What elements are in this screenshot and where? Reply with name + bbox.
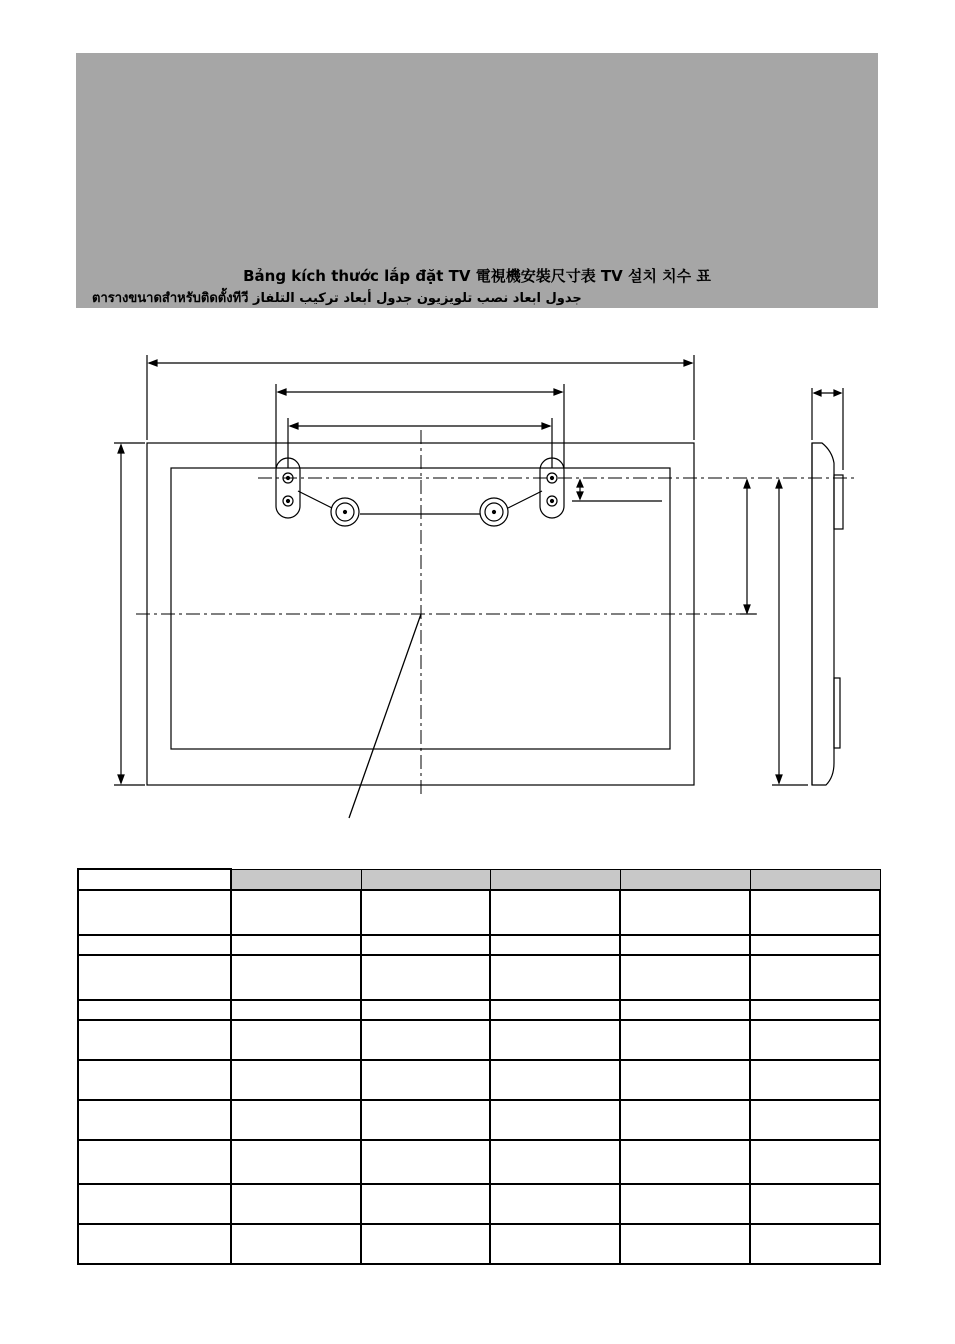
table-cell (620, 890, 750, 935)
table-cell (490, 1020, 620, 1060)
table-cell (750, 1060, 880, 1100)
table-row (78, 955, 880, 1000)
table-cell (490, 955, 620, 1000)
table-header-cell (490, 869, 620, 890)
table-cell (750, 1224, 880, 1264)
table-cell (490, 890, 620, 935)
table-header-cell (750, 869, 880, 890)
table-cell (490, 1140, 620, 1184)
table-cell (78, 1140, 231, 1184)
table-cell (750, 1000, 880, 1020)
table-cell (750, 955, 880, 1000)
table-cell (490, 1000, 620, 1020)
table-row (78, 890, 880, 935)
table-cell (78, 955, 231, 1000)
table-cell (490, 1184, 620, 1224)
table-cell (361, 1100, 490, 1140)
table-cell (231, 1224, 361, 1264)
table-row (78, 1020, 880, 1060)
table-cell (78, 935, 231, 955)
table-cell (361, 955, 490, 1000)
table-cell (231, 1140, 361, 1184)
table-cell (490, 935, 620, 955)
table-cell (361, 1184, 490, 1224)
table-cell (750, 1100, 880, 1140)
table-row (78, 1100, 880, 1140)
table-cell (620, 1060, 750, 1100)
table-cell (231, 890, 361, 935)
table-cell (78, 1100, 231, 1140)
table-cell (78, 1000, 231, 1020)
table-cell (78, 1060, 231, 1100)
table-cell (231, 1020, 361, 1060)
table-row (78, 1224, 880, 1264)
table-row (78, 935, 880, 955)
table-cell (750, 1020, 880, 1060)
title-banner (76, 53, 878, 308)
table-cell (750, 890, 880, 935)
table-cell (620, 935, 750, 955)
table-cell (78, 1020, 231, 1060)
table-cell (231, 1184, 361, 1224)
table-cell (750, 1184, 880, 1224)
table-cell (490, 1060, 620, 1100)
table-header-row (78, 869, 880, 890)
table-cell (361, 1000, 490, 1020)
table-cell (750, 1140, 880, 1184)
table-row (78, 1184, 880, 1224)
table-cell (78, 1184, 231, 1224)
dimension-table (77, 868, 881, 1265)
table-row (78, 1000, 880, 1020)
page-title: Bảng kích thước lắp đặt TV 電視機安裝尺寸表 TV 설치 치수 표 (243, 267, 711, 285)
table-row (78, 1060, 880, 1100)
table-cell (361, 1224, 490, 1264)
table-row (78, 1140, 880, 1184)
table-header-cell (231, 869, 361, 890)
table-cell (620, 1184, 750, 1224)
table-cell (231, 1100, 361, 1140)
table-cell (620, 1020, 750, 1060)
table-cell (361, 1060, 490, 1100)
table-cell (361, 935, 490, 955)
table-cell (231, 1000, 361, 1020)
table-cell (620, 1224, 750, 1264)
table-cell (490, 1100, 620, 1140)
table-cell (750, 935, 880, 955)
table-cell (620, 1100, 750, 1140)
table-cell (78, 890, 231, 935)
table-cell (361, 1140, 490, 1184)
table-cell (231, 1060, 361, 1100)
table-cell (620, 1000, 750, 1020)
table-cell (620, 1140, 750, 1184)
tv-side-view (812, 443, 834, 785)
table-cell (490, 1224, 620, 1264)
table-cell (231, 955, 361, 1000)
table-cell (361, 1020, 490, 1060)
center-leader-line (349, 614, 421, 818)
table-cell (620, 955, 750, 1000)
table-cell (78, 1224, 231, 1264)
table-cell (231, 935, 361, 955)
page-subtitle: ตารางขนาดสำหรับติดตั้งทีวี جدول ابعاد نصب تلویزیون جدول أبعاد تركيب التلفاز (92, 291, 582, 306)
tv-dimension-drawing (0, 330, 955, 830)
table-header-cell (361, 869, 490, 890)
table-cell (361, 890, 490, 935)
table-corner-cell (78, 869, 231, 890)
table-header-cell (620, 869, 750, 890)
